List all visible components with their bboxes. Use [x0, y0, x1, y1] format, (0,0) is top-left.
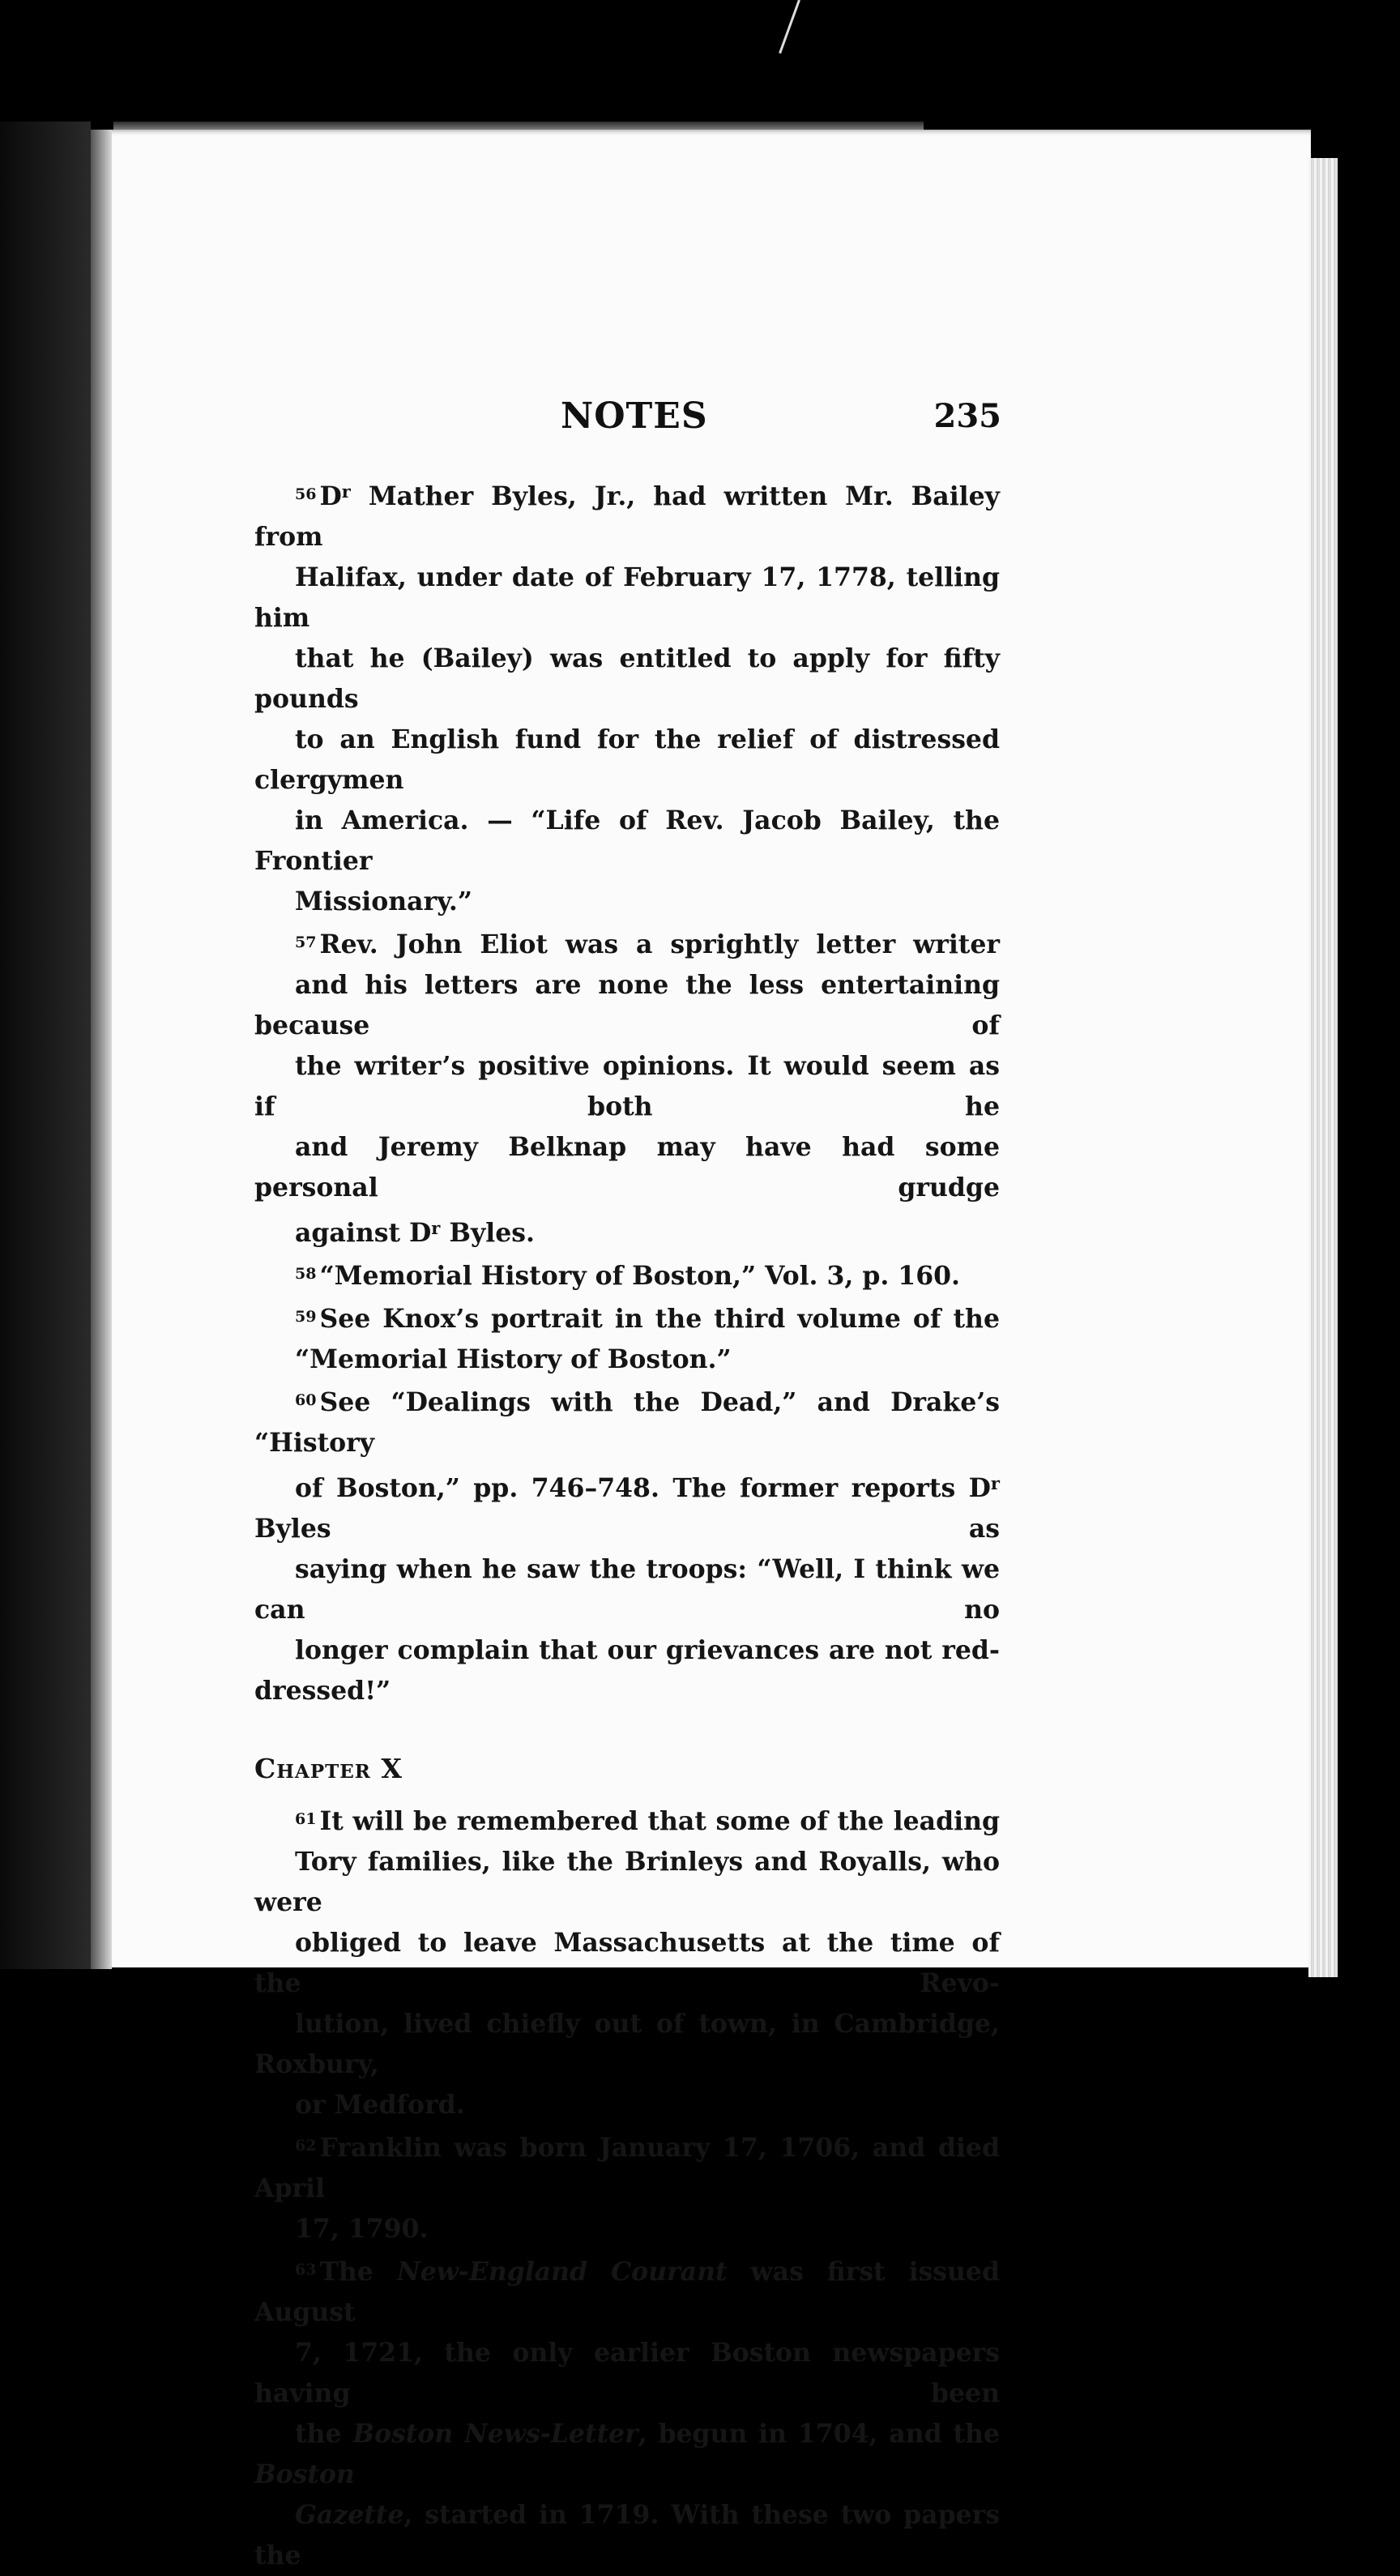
footnote-text: of Boston,” pp. 746–748. The former reports $D^r$ Byles as	[254, 1473, 1000, 1544]
footnote-63	[254, 2249, 1000, 2576]
footnote-60-line	[254, 1380, 1000, 1463]
footnote-text: saying when he saw the troops: “Well, I think we can no	[254, 1554, 1000, 1625]
footnote-61-line	[254, 1799, 1000, 1842]
footnote-text: Tory families, like the Brinleys and Royalls, who were	[254, 1847, 1000, 1917]
footnote-58-line	[254, 1254, 1000, 1297]
footnote-63-line	[254, 2414, 1000, 2495]
footnote-63-line	[254, 2333, 1000, 2414]
footnote-56	[254, 472, 1000, 922]
footnote-62	[254, 2125, 1000, 2249]
footnote-text: 7, 1721, the only earlier Boston newspapers having been	[254, 2338, 1000, 2408]
footnote-60	[254, 1380, 1000, 1711]
running-head-title: NOTES	[561, 395, 708, 437]
footnote-text: It will be remembered that some of the leading	[319, 1806, 1000, 1836]
facing-page-edge	[0, 122, 91, 1969]
footnote-text: in America. — “Life of Rev. Jacob Bailey, the Frontier	[254, 805, 1000, 876]
footnote-56-line	[254, 557, 1000, 639]
footnote-text: longer complain that our grievances are not red-dressed!”	[254, 1635, 1000, 1706]
footnote-text: the writer’s positive opinions. It would seem as if both he	[254, 1051, 1000, 1121]
footnote-text: and his letters are none the less entertaining because of	[254, 970, 1000, 1040]
footnote-57-line	[254, 1046, 1000, 1127]
footnote-number: 59	[295, 1308, 317, 1326]
notes-group-chapter-ix	[254, 472, 1000, 1711]
notes-group-chapter-x	[254, 1799, 1000, 2576]
footnote-number: 60	[295, 1391, 317, 1409]
footnote-61-line	[254, 2004, 1000, 2085]
footnote-text: “Memorial History of Boston.”	[295, 1344, 732, 1374]
footnote-text: the Boston News-Letter, begun in 1704, and the Boston	[254, 2419, 1000, 2489]
footnote-number: 61	[295, 1810, 317, 1828]
footnote-56-line	[254, 472, 1000, 557]
footnote-62-line	[254, 2209, 1000, 2249]
footnote-57-line	[254, 922, 1000, 965]
footnote-text: 17, 1790.	[295, 2214, 429, 2244]
footnote-text: See Knox’s portrait in the third volume of the	[319, 1304, 1000, 1334]
footnote-text: Gazette, started in 1719. With these two papers the	[254, 2500, 1000, 2570]
footnote-number: 57	[295, 933, 317, 951]
notes-body	[254, 472, 1000, 2576]
footnote-56-line	[254, 639, 1000, 720]
footnote-57	[254, 922, 1000, 1254]
footnote-text: “Memorial History of Boston,” Vol. 3, p. 160.	[319, 1261, 961, 1291]
footnote-text: lution, lived chiefly out of town, in Cambridge, Roxbury,	[254, 2009, 1000, 2079]
footnote-60-line	[254, 1549, 1000, 1630]
footnote-56-line	[254, 882, 1000, 922]
footnote-text: Missionary.”	[295, 886, 472, 916]
footnote-61-line	[254, 2085, 1000, 2125]
footnote-56-line	[254, 720, 1000, 801]
footnote-text: See “Dealings with the Dead,” and Drake’s “History	[254, 1387, 1000, 1458]
running-head	[254, 395, 1001, 444]
footnote-text: that he (Bailey) was entitled to apply for fifty pounds	[254, 643, 1000, 714]
footnote-60-line	[254, 1630, 1000, 1711]
page-number: 235	[933, 397, 1001, 435]
footnote-text: against $D^r$ Byles.	[295, 1218, 535, 1248]
footnote-60-line	[254, 1463, 1000, 1549]
footnote-61-line	[254, 1842, 1000, 1923]
footnote-number: 58	[295, 1265, 317, 1283]
footnote-number: 56	[295, 485, 317, 503]
footnote-57-line	[254, 1127, 1000, 1208]
footnote-text: or Medford.	[295, 2090, 465, 2120]
footnote-63-line	[254, 2249, 1000, 2333]
footnote-61	[254, 1799, 1000, 2125]
footnote-57-line	[254, 1208, 1000, 1254]
footnote-number: 63	[295, 2261, 317, 2279]
page-gutter	[91, 130, 112, 1969]
footnote-59	[254, 1297, 1000, 1380]
footnote-59-line	[254, 1297, 1000, 1339]
footnote-text: to an English fund for the relief of distressed clergymen	[254, 724, 1000, 795]
footnote-61-line	[254, 1923, 1000, 2004]
footnote-text: $D^r$ Mather Byles, Jr., had written Mr. Bailey from	[254, 481, 1000, 552]
page-stack-edge	[1308, 158, 1338, 1977]
footnote-56-line	[254, 801, 1000, 882]
footnote-number: 62	[295, 2137, 317, 2155]
footnote-text: Halifax, under date of February 17, 1778, telling him	[254, 562, 1000, 633]
film-scratch	[779, 0, 800, 53]
chapter-heading: Chapter X	[254, 1753, 403, 1784]
footnote-63-line	[254, 2495, 1000, 2576]
footnote-text: The New-England Courant was first issued August	[254, 2257, 1000, 2327]
footnote-59-line	[254, 1339, 1000, 1380]
footnote-text: obliged to leave Massachusetts at the time of the Revo-	[254, 1928, 1000, 1998]
footnote-57-line	[254, 965, 1000, 1046]
footnote-text: and Jeremy Belknap may have had some personal grudge	[254, 1132, 1000, 1203]
footnote-text: Rev. John Eliot was a sprightly letter writer	[319, 929, 1000, 959]
footnote-62-line	[254, 2125, 1000, 2209]
footnote-58	[254, 1254, 1000, 1297]
footnote-text: Franklin was born January 17, 1706, and died April	[254, 2133, 1000, 2203]
